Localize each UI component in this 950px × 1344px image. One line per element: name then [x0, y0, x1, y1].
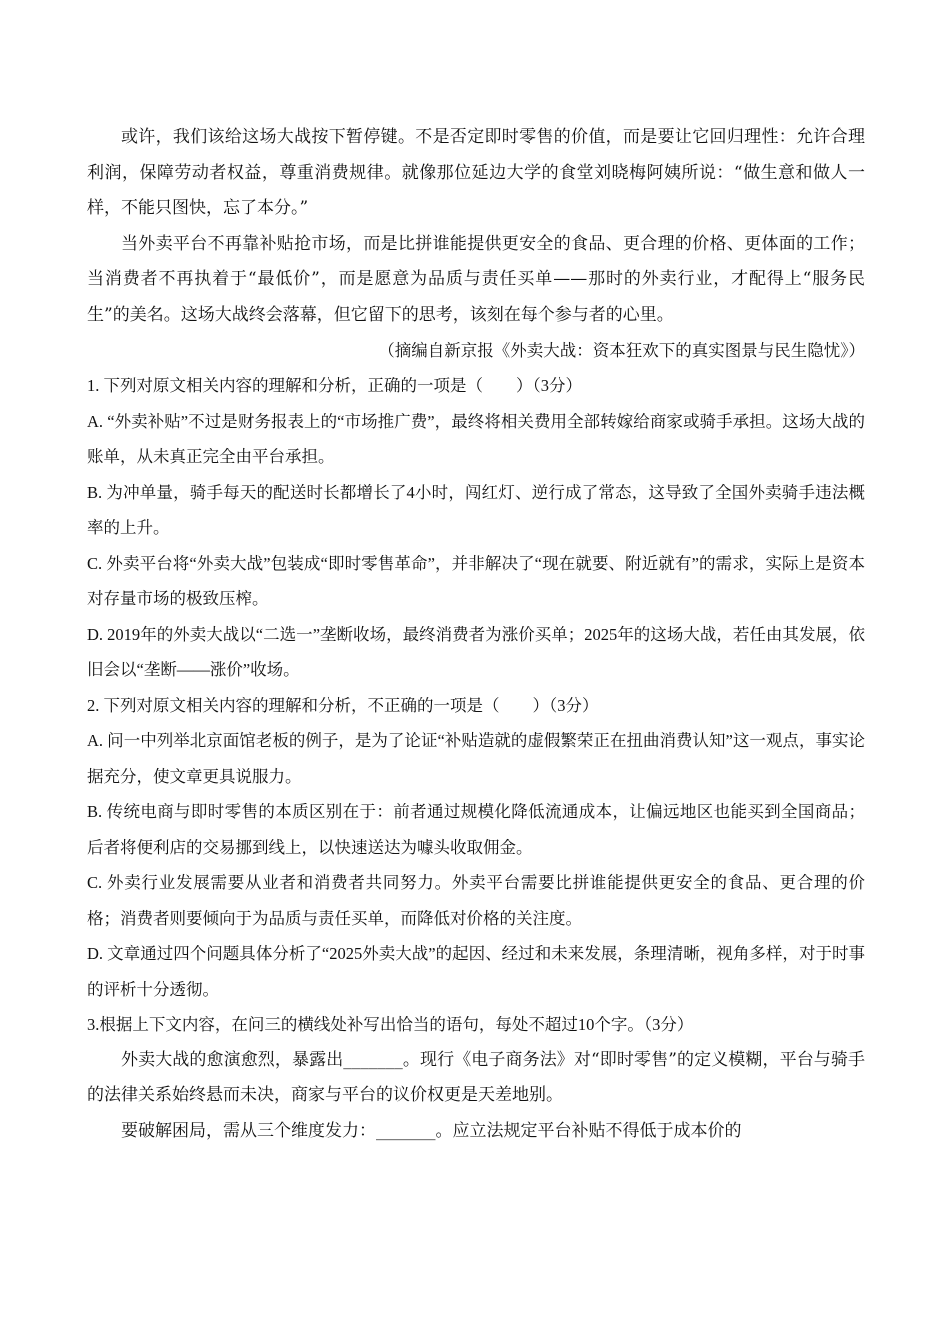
question-1-option-d: D. 2019年的外卖大战以“二选一”垄断收场，最终消费者为涨价买单；2025年的这场大战，若任由其发展，依旧会以“垄断——涨价”收场。 — [87, 624, 865, 679]
question-1 — [87, 368, 865, 688]
question-2-option-d: D. 文章通过四个问题具体分析了“2025外卖大战”的起因、经过和未来发展，条理清晰，视角多样，对于时事的评析十分透彻。 — [87, 944, 865, 999]
question-2-option-b: B. 传统电商与即时零售的本质区别在于：前者通过规模化降低流通成本，让偏远地区也能买到全国商品；后者将便利店的交易挪到线上，以快速送达为噱头收取佣金。 — [87, 802, 865, 857]
question-1-stem: 1. 下列对原文相关内容的理解和分析，正确的一项是（ ）（3分） — [87, 376, 582, 395]
question-3-passage-1: 外卖大战的愈演愈烈，暴露出_______。现行《电子商务法》对“即时零售”的定义模糊，平台与骑手的法律关系始终悬而未决，商家与平台的议价权更是天差地别。 — [87, 1049, 865, 1105]
question-2 — [87, 688, 865, 1008]
question-3 — [87, 1007, 865, 1149]
question-2-stem: 2. 下列对原文相关内容的理解和分析，不正确的一项是（ ）（3分） — [87, 695, 599, 715]
document-page — [87, 120, 865, 1149]
question-2-option-c: C. 外卖行业发展需要从业者和消费者共同努力。外卖平台需要比拼谁能提供更安全的食品、更合理的价格；消费者则要倾向于为品质与责任买单，而降低对价格的关注度。 — [87, 873, 865, 928]
question-2-option-a: A. 问一中列举北京面馆老板的例子，是为了论证“补贴造就的虚假繁荣正在扭曲消费认知”这一观点，事实论据充分，使文章更具说服力。 — [87, 731, 865, 786]
question-3-stem: 3.根据上下文内容，在问三的横线处补写出恰当的语句，每处不超过10个字。（3分） — [87, 1015, 694, 1034]
article-source: （摘编自新京报《外卖大战：资本狂欢下的真实图景与民生隐忧》） — [378, 341, 865, 360]
question-1-option-c: C. 外卖平台将“外卖大战”包装成“即时零售革命”，并非解决了“现在就要、附近就有”的需求，实际上是资本对存量市场的极致压榨。 — [87, 553, 865, 608]
question-1-option-b: B. 为冲单量，骑手每天的配送时长都增长了4小时，闯红灯、逆行成了常态，这导致了全国外卖骑手违法概率的上升。 — [87, 482, 865, 537]
article-paragraph-1: 或许，我们该给这场大战按下暂停键。不是否定即时零售的价值，而是要让它回归理性：允许合理利润，保障劳动者权益，尊重消费规律。就像那位延边大学的食堂刘晓梅阿姨所说：“做生意和做人一样，不能只图快，忘了本分。” — [87, 127, 865, 218]
question-1-option-a: A. “外卖补贴”不过是财务报表上的“市场推广费”，最终将相关费用全部转嫁给商家或骑手承担。这场大战的账单，从未真正完全由平台承担。 — [87, 411, 865, 466]
article-paragraph-2: 当外卖平台不再靠补贴抢市场，而是比拼谁能提供更安全的食品、更合理的价格、更体面的工作；当消费者不再执着于“最低价”，而是愿意为品质与责任买单——那时的外卖行业，才配得上“服务民生”的美名。这场大战终会落幕，但它留下的思考，该刻在每个参与者的心里。 — [87, 233, 865, 325]
question-3-passage-2: 要破解困局，需从三个维度发力：_______。应立法规定平台补贴不得低于成本价的 — [121, 1120, 742, 1141]
